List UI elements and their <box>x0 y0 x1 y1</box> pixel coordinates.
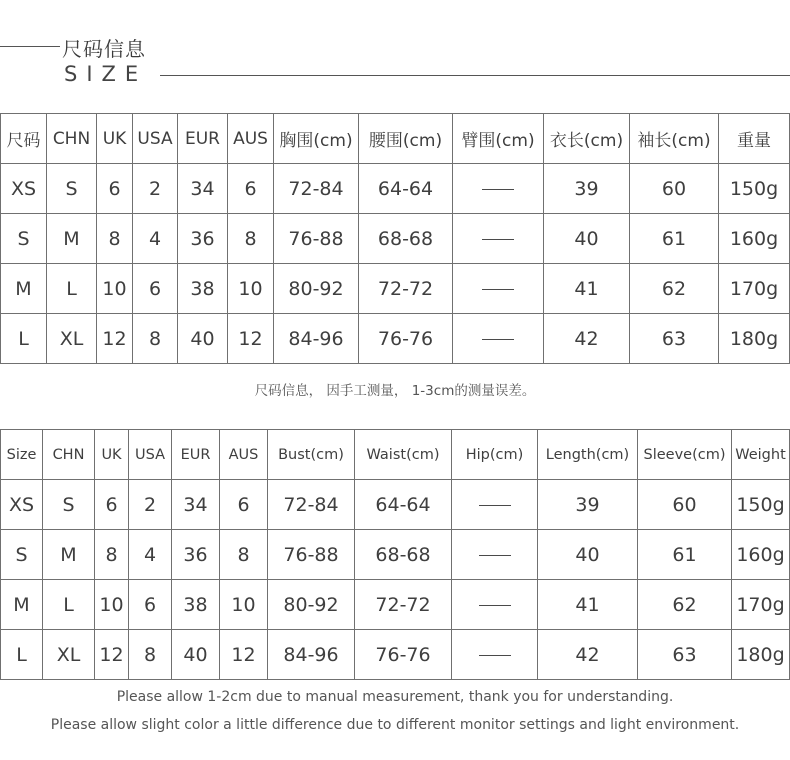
dash-mark <box>482 339 514 340</box>
column-header: CHN <box>47 114 97 164</box>
column-header: Sleeve(cm) <box>638 430 732 480</box>
table-cell: 72-84 <box>274 164 359 214</box>
table-cell: 62 <box>638 580 732 630</box>
table-cell: 10 <box>95 580 129 630</box>
table-cell: 76-88 <box>268 530 355 580</box>
table-cell: 60 <box>630 164 719 214</box>
column-header: USA <box>129 430 172 480</box>
table-cell <box>453 314 544 364</box>
table-cell: 39 <box>538 480 638 530</box>
table-cell <box>453 214 544 264</box>
table-cell: 64-64 <box>359 164 453 214</box>
table-cell: 6 <box>133 264 178 314</box>
table-cell: 76-76 <box>359 314 453 364</box>
table-cell <box>452 480 538 530</box>
table-cell: 63 <box>630 314 719 364</box>
table-cell: 42 <box>538 630 638 680</box>
table-cell: 84-96 <box>268 630 355 680</box>
column-header: CHN <box>43 430 95 480</box>
table-cell: 170g <box>719 264 790 314</box>
table-cell: M <box>47 214 97 264</box>
note-cn: 尺码信息， 因手工测量， 1-3cm的测量误差。 <box>254 383 536 399</box>
table-cell: 6 <box>97 164 133 214</box>
table-cell: 61 <box>630 214 719 264</box>
table-cell: S <box>1 214 47 264</box>
column-header: USA <box>133 114 178 164</box>
table-cell: XS <box>1 480 43 530</box>
table-cell: XL <box>43 630 95 680</box>
table-cell: 12 <box>97 314 133 364</box>
table-cell: 180g <box>719 314 790 364</box>
table-cell: 41 <box>544 264 630 314</box>
table-cell: 62 <box>630 264 719 314</box>
table-cell <box>452 580 538 630</box>
table-row <box>1 580 790 630</box>
table-cell: 160g <box>732 530 790 580</box>
size-table-en <box>0 429 790 680</box>
column-header: Size <box>1 430 43 480</box>
table-cell: 72-84 <box>268 480 355 530</box>
table-cell: XS <box>1 164 47 214</box>
table-cell: 72-72 <box>355 580 452 630</box>
note-en-1: Please allow 1-2cm due to manual measurement, thank you for understanding. <box>116 689 674 705</box>
table-cell <box>452 630 538 680</box>
table-cell: 4 <box>133 214 178 264</box>
table-cell: 40 <box>538 530 638 580</box>
table-cell: 180g <box>732 630 790 680</box>
table-cell: 12 <box>228 314 274 364</box>
table-cell: 40 <box>544 214 630 264</box>
table-cell: 12 <box>95 630 129 680</box>
column-header: 胸围(cm) <box>274 114 359 164</box>
table-cell: 6 <box>95 480 129 530</box>
table-cell: 8 <box>129 630 172 680</box>
header-rule-left <box>0 46 60 47</box>
table-row <box>1 314 790 364</box>
table-cell: 61 <box>638 530 732 580</box>
table-cell: 10 <box>97 264 133 314</box>
table-row <box>1 480 790 530</box>
column-header: Weight <box>732 430 790 480</box>
table-cell: 36 <box>178 214 228 264</box>
dash-mark <box>479 605 511 606</box>
table-cell <box>452 530 538 580</box>
column-header: 衣长(cm) <box>544 114 630 164</box>
table-cell: 76-88 <box>274 214 359 264</box>
table-cell: S <box>1 530 43 580</box>
table-header-row <box>1 430 790 480</box>
header-title-cn: 尺码信息 <box>62 37 146 61</box>
table-cell: 6 <box>228 164 274 214</box>
table-cell: 6 <box>220 480 268 530</box>
note-en-2: Please allow slight color a little difference due to different monitor settings and light environment. <box>50 717 740 733</box>
table-cell: 10 <box>228 264 274 314</box>
table-cell: 38 <box>178 264 228 314</box>
table-header-row <box>1 114 790 164</box>
table-cell: 10 <box>220 580 268 630</box>
table-row <box>1 630 790 680</box>
table-cell: 41 <box>538 580 638 630</box>
table-cell: 6 <box>129 580 172 630</box>
column-header: Bust(cm) <box>268 430 355 480</box>
dash-mark <box>482 189 514 190</box>
table-cell: L <box>1 314 47 364</box>
table-cell: 160g <box>719 214 790 264</box>
table-cell: L <box>47 264 97 314</box>
dash-mark <box>482 289 514 290</box>
table-row <box>1 530 790 580</box>
table-row <box>1 264 790 314</box>
table-cell: M <box>1 580 43 630</box>
table-cell: 84-96 <box>274 314 359 364</box>
table-cell: S <box>47 164 97 214</box>
dash-mark <box>479 655 511 656</box>
table-cell: 8 <box>228 214 274 264</box>
column-header: 重量 <box>719 114 790 164</box>
table-cell: 80-92 <box>268 580 355 630</box>
column-header: AUS <box>228 114 274 164</box>
table-cell: 8 <box>95 530 129 580</box>
table-row <box>1 164 790 214</box>
size-table-cn <box>0 113 790 364</box>
table-cell: 170g <box>732 580 790 630</box>
table-cell: 8 <box>97 214 133 264</box>
table-cell <box>453 264 544 314</box>
column-header: 袖长(cm) <box>630 114 719 164</box>
table-cell: 34 <box>172 480 220 530</box>
table-cell: 8 <box>133 314 178 364</box>
dash-mark <box>479 555 511 556</box>
table-cell: 150g <box>719 164 790 214</box>
table-row <box>1 214 790 264</box>
table-cell: 2 <box>133 164 178 214</box>
column-header: Waist(cm) <box>355 430 452 480</box>
table-cell: 39 <box>544 164 630 214</box>
table-cell: 68-68 <box>359 214 453 264</box>
table-cell: 2 <box>129 480 172 530</box>
table-cell: L <box>1 630 43 680</box>
table-cell: 150g <box>732 480 790 530</box>
table-cell: 60 <box>638 480 732 530</box>
table-cell: 72-72 <box>359 264 453 314</box>
column-header: 臂围(cm) <box>453 114 544 164</box>
dash-mark <box>479 505 511 506</box>
header-rule-right <box>160 75 790 76</box>
table-cell: XL <box>47 314 97 364</box>
column-header: UK <box>95 430 129 480</box>
table-cell: 40 <box>172 630 220 680</box>
table-cell: M <box>1 264 47 314</box>
table-cell: 4 <box>129 530 172 580</box>
table-cell: 12 <box>220 630 268 680</box>
table-cell <box>453 164 544 214</box>
table-cell: 64-64 <box>355 480 452 530</box>
table-cell: 38 <box>172 580 220 630</box>
table-cell: S <box>43 480 95 530</box>
table-cell: 76-76 <box>355 630 452 680</box>
table-cell: L <box>43 580 95 630</box>
table-cell: 40 <box>178 314 228 364</box>
table-cell: M <box>43 530 95 580</box>
table-cell: 36 <box>172 530 220 580</box>
column-header: EUR <box>178 114 228 164</box>
column-header: Hip(cm) <box>452 430 538 480</box>
column-header: 尺码 <box>1 114 47 164</box>
table-cell: 80-92 <box>274 264 359 314</box>
column-header: AUS <box>220 430 268 480</box>
table-cell: 8 <box>220 530 268 580</box>
header-title-en: SIZE <box>64 62 148 86</box>
table-cell: 63 <box>638 630 732 680</box>
table-cell: 34 <box>178 164 228 214</box>
table-cell: 42 <box>544 314 630 364</box>
column-header: EUR <box>172 430 220 480</box>
column-header: 腰围(cm) <box>359 114 453 164</box>
table-cell: 68-68 <box>355 530 452 580</box>
column-header: UK <box>97 114 133 164</box>
dash-mark <box>482 239 514 240</box>
column-header: Length(cm) <box>538 430 638 480</box>
